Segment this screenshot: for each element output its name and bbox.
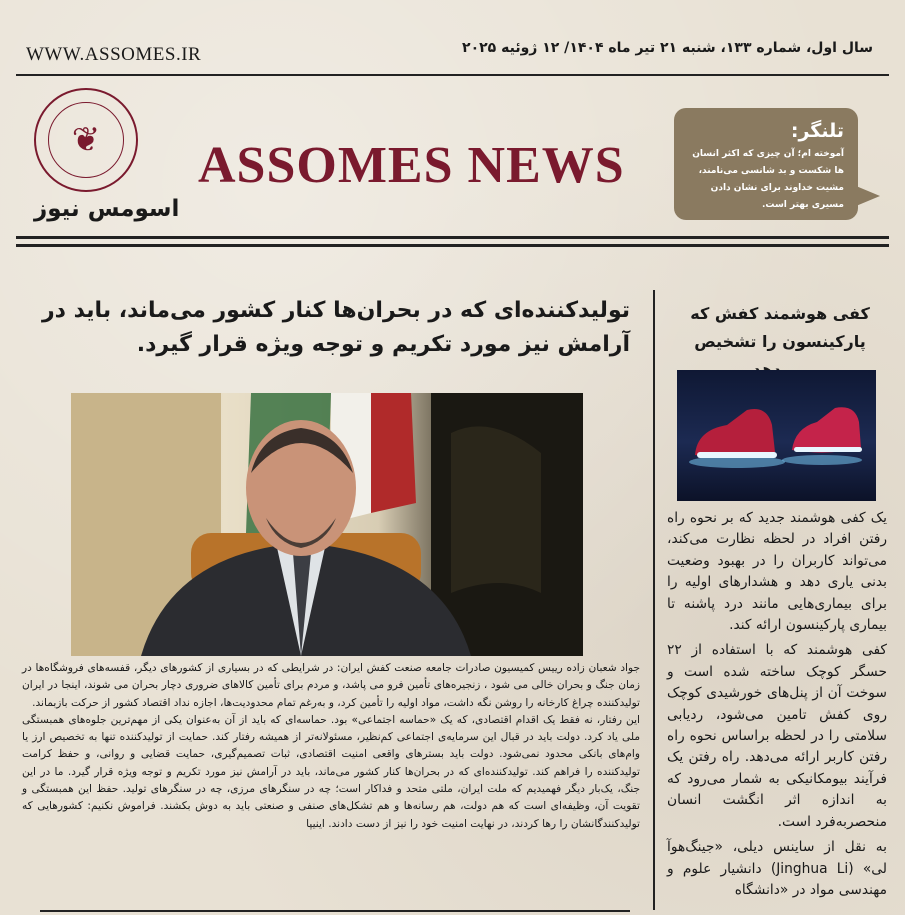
telegraph-quote-bubble xyxy=(674,108,858,220)
telegraph-title: تلنگر: xyxy=(790,120,844,142)
main-article-photo xyxy=(71,393,583,656)
header-rule xyxy=(16,74,889,76)
portrait-illustration xyxy=(71,393,583,656)
main-article-body xyxy=(22,660,640,833)
main-article-paragraph: جواد شعبان زاده رییس کمیسیون صادرات جامعه صنعت کفش ایران: در شرایطی که در بسیاری از کشورهای دیگر، قفسه‌های فروشگاه‌ها در زمان جنگ و بحران خالی می شود ، زنجیره‌های تأمین فرو می پاشد، و مردم برای تأمین کالاهای ضروری دچار بحران می شوند، اینجا در ایران تولیدکننده چراغ کارخانه را روشن نگه داشت، مواد اولیه را تأمین کرد، و به‌رغم تمام محدودیت‌ها، اجازه نداد اقتصاد کشور از حرکت بازبماند. xyxy=(22,662,640,709)
side-article-paragraph: یک کفی هوشمند جدید که بر نحوه راه رفتن افراد در لحظه نظارت می‌کند، می‌تواند کاربران را در بهبود وضعیت بدنی یاری دهد و هشدارهای اولیه را برای بیماری‌هایی مانند درد پاشنه تا بیماری پارکینسون ارائه کند. xyxy=(667,510,887,634)
masthead-title: ASSOMES NEWS xyxy=(198,137,625,194)
telegraph-body: آموخته ام؛ آن چیزی که اکثر انسان ها شکست و بد شانسی می‌نامند، مشیت خداوند برای نشان دادن مسیری بهتر است. xyxy=(692,149,844,210)
masthead-rule-bottom xyxy=(16,244,889,247)
website-url[interactable]: WWW.ASSOMES.IR xyxy=(26,44,202,65)
logo-emblem xyxy=(34,88,138,192)
column-divider xyxy=(653,290,655,910)
main-article-headline: تولیدکننده‌ای که در بحران‌ها کنار کشور می‌ماند، باید در آرامش نیز مورد تکریم و توجه ویژه قرار گیرد. xyxy=(41,298,630,357)
side-article-headline: کفی هوشمند کفش که پارکینسون را تشخیص xyxy=(690,304,870,351)
main-article-paragraph: این رفتار، نه فقط یک اقدام اقتصادی، که یک «حماسه اجتماعی» بود. حماسه‌ای که باید از آن به‌عنوان یکی از مهم‌ترین جلوه‌های همبستگی ملی یاد کرد. دولت باید در قبال این سرمایه‌ی اجتماعی کم‌نظیر، مسئولانه‌تر از همیشه رفتار کند. حمایت از تولیدکننده تنها به تخصیص ارز یا وام‌های بانکی محدود نمی‌شود. دولت باید بسترهای واقعی امنیت اقتصادی، ثبات تصمیم‌گیری، حمایت قضایی و روانی، و حفظ کرامت تولیدکننده را فراهم کند. تولیدکننده‌ای که در بحران‌ها کنار کشور می‌ماند، باید در آرامش نیز مورد تکریم و توجه ویژه قرار گیرد. ما در این جنگ، یک‌بار دیگر فهمیدیم که ملت ایران، ملتی متحد و فداکار است؛ چه در سنگرهای مرزی، چه در سنگرهای تولید. حفظ این همبستگی و تقویت آن، وظیفه‌ای است که هم دولت، هم رسانه‌ها و هم تشکل‌های صنفی و صنعتی باید به دوش بکشند. فراموش نکنیم: کشورهایی که تولیدکنندگانشان را رها کردند، در نهایت امنیت خود را نیز از دست دادند. اینیپا xyxy=(22,713,640,830)
logo-name-fa: اسومس نیوز xyxy=(34,196,180,222)
logo-knot-icon: ❦ xyxy=(71,120,101,160)
logo-inner-ring xyxy=(48,102,124,178)
masthead-rule-top xyxy=(16,236,889,239)
main-article-bottom-rule xyxy=(40,910,630,912)
side-article-body xyxy=(667,508,887,905)
side-article-paragraph: کفی هوشمند که با استفاده از ۲۲ حسگر کوچک ساخته شده است و سوخت آن از پنل‌های خورشیدی کوچک روی کفش تامین می‌شود، ردیابی سلامتی را در لحظه براساس نحوه راه رفتن کاربر ارائه می‌دهد. راه رفتن یک فرآیند بیومکانیکی به شمار می‌رود که به اندازه اثر انگشت انسان منحصربه‌فرد است. xyxy=(667,642,887,830)
smart-shoe-illustration xyxy=(677,370,876,501)
issue-dateline: سال اول، شماره ۱۳۳، شنبه ۲۱ تیر ماه ۱۴۰۴/ ۱۲ ژوئیه ۲۰۲۵ xyxy=(462,40,873,56)
side-article-paragraph: به نقل از ساینس دیلی، «جینگ‌هوآ لی» (Jinghua Li) دانشیار علوم و مهندسی مواد در «دانشگاه xyxy=(667,839,887,898)
smart-shoe-photo xyxy=(677,370,876,501)
